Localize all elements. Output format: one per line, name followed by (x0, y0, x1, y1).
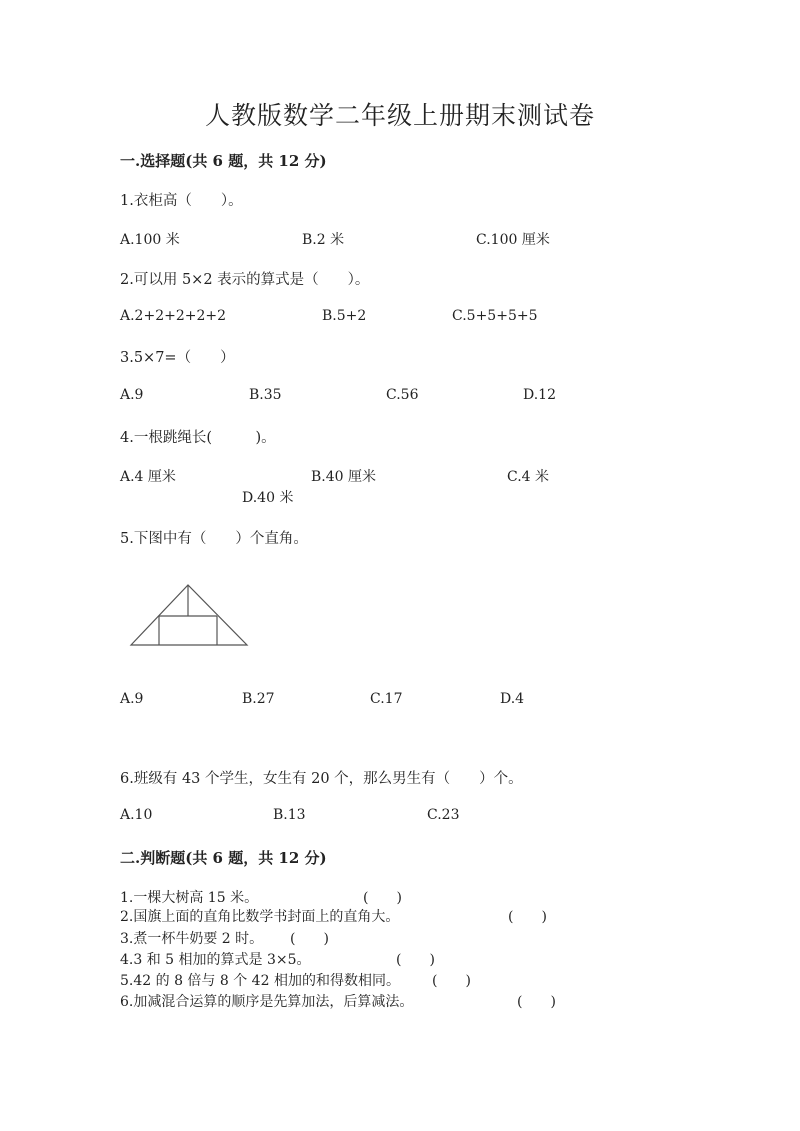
question-4: 4.一根跳绳长( )。 (120, 430, 276, 446)
q5-option-b: B.27 (242, 691, 275, 707)
q6-option-c: C.23 (427, 807, 460, 823)
section-heading-judgement: 二.判断题(共 6 题，共 12 分) (120, 849, 327, 867)
judgement-answer-blank-6: ( ) (517, 994, 556, 1010)
judgement-item-4: 4.3 和 5 相加的算式是 3×5。 (120, 952, 311, 968)
q1-option-a: A.100 米 (120, 232, 180, 248)
q6-option-b: B.13 (273, 807, 306, 823)
q1-option-c: C.100 厘米 (476, 232, 550, 248)
figure-outer-triangle (131, 585, 247, 645)
q4-option-c: C.4 米 (507, 469, 550, 485)
q5-option-c: C.17 (370, 691, 403, 707)
q4-option-b: B.40 厘米 (311, 469, 377, 485)
house-shape-figure (126, 582, 252, 650)
q5-option-a: A.9 (120, 691, 144, 707)
judgement-answer-blank-4: ( ) (396, 952, 435, 968)
q3-option-c: C.56 (386, 387, 419, 403)
q2-option-a: A.2+2+2+2+2 (120, 308, 227, 324)
question-5: 5.下图中有（ ）个直角。 (120, 531, 308, 547)
q3-option-b: B.35 (249, 387, 282, 403)
q3-option-d: D.12 (523, 387, 556, 403)
judgement-item-5: 5.42 的 8 倍与 8 个 42 相加的和得数相同。 (120, 973, 400, 989)
judgement-item-3: 3.煮一杯牛奶要 2 时。 (120, 931, 264, 947)
judgement-answer-blank-3: ( ) (290, 931, 329, 947)
q2-option-b: B.5+2 (322, 308, 367, 324)
judgement-item-2: 2.国旗上面的直角比数学书封面上的直角大。 (120, 909, 400, 925)
q6-option-a: A.10 (120, 807, 153, 823)
q2-option-c: C.5+5+5+5 (452, 308, 538, 324)
question-1: 1.衣柜高（ ）。 (120, 193, 243, 209)
q5-option-d: D.4 (500, 691, 525, 707)
q3-option-a: A.9 (120, 387, 144, 403)
judgement-answer-blank-1: ( ) (363, 890, 402, 906)
q4-option-a: A.4 厘米 (120, 469, 176, 485)
question-6: 6.班级有 43 个学生，女生有 20 个，那么男生有（ ）个。 (120, 771, 523, 787)
question-2: 2.可以用 5×2 表示的算式是（ ）。 (120, 272, 370, 288)
question-3: 3.5×7=（ ） (120, 350, 235, 366)
judgement-item-6: 6.加减混合运算的顺序是先算加法，后算减法。 (120, 994, 414, 1010)
q4-option-d: D.40 米 (242, 490, 294, 506)
q1-option-b: B.2 米 (302, 232, 345, 248)
section-heading-choice: 一.选择题(共 6 题，共 12 分) (120, 152, 327, 170)
judgement-answer-blank-2: ( ) (508, 909, 547, 925)
judgement-answer-blank-5: ( ) (432, 973, 471, 989)
page-title: 人教版数学二年级上册期末测试卷 (204, 101, 595, 130)
judgement-item-1: 1.一棵大树高 15 米。 (120, 890, 259, 906)
